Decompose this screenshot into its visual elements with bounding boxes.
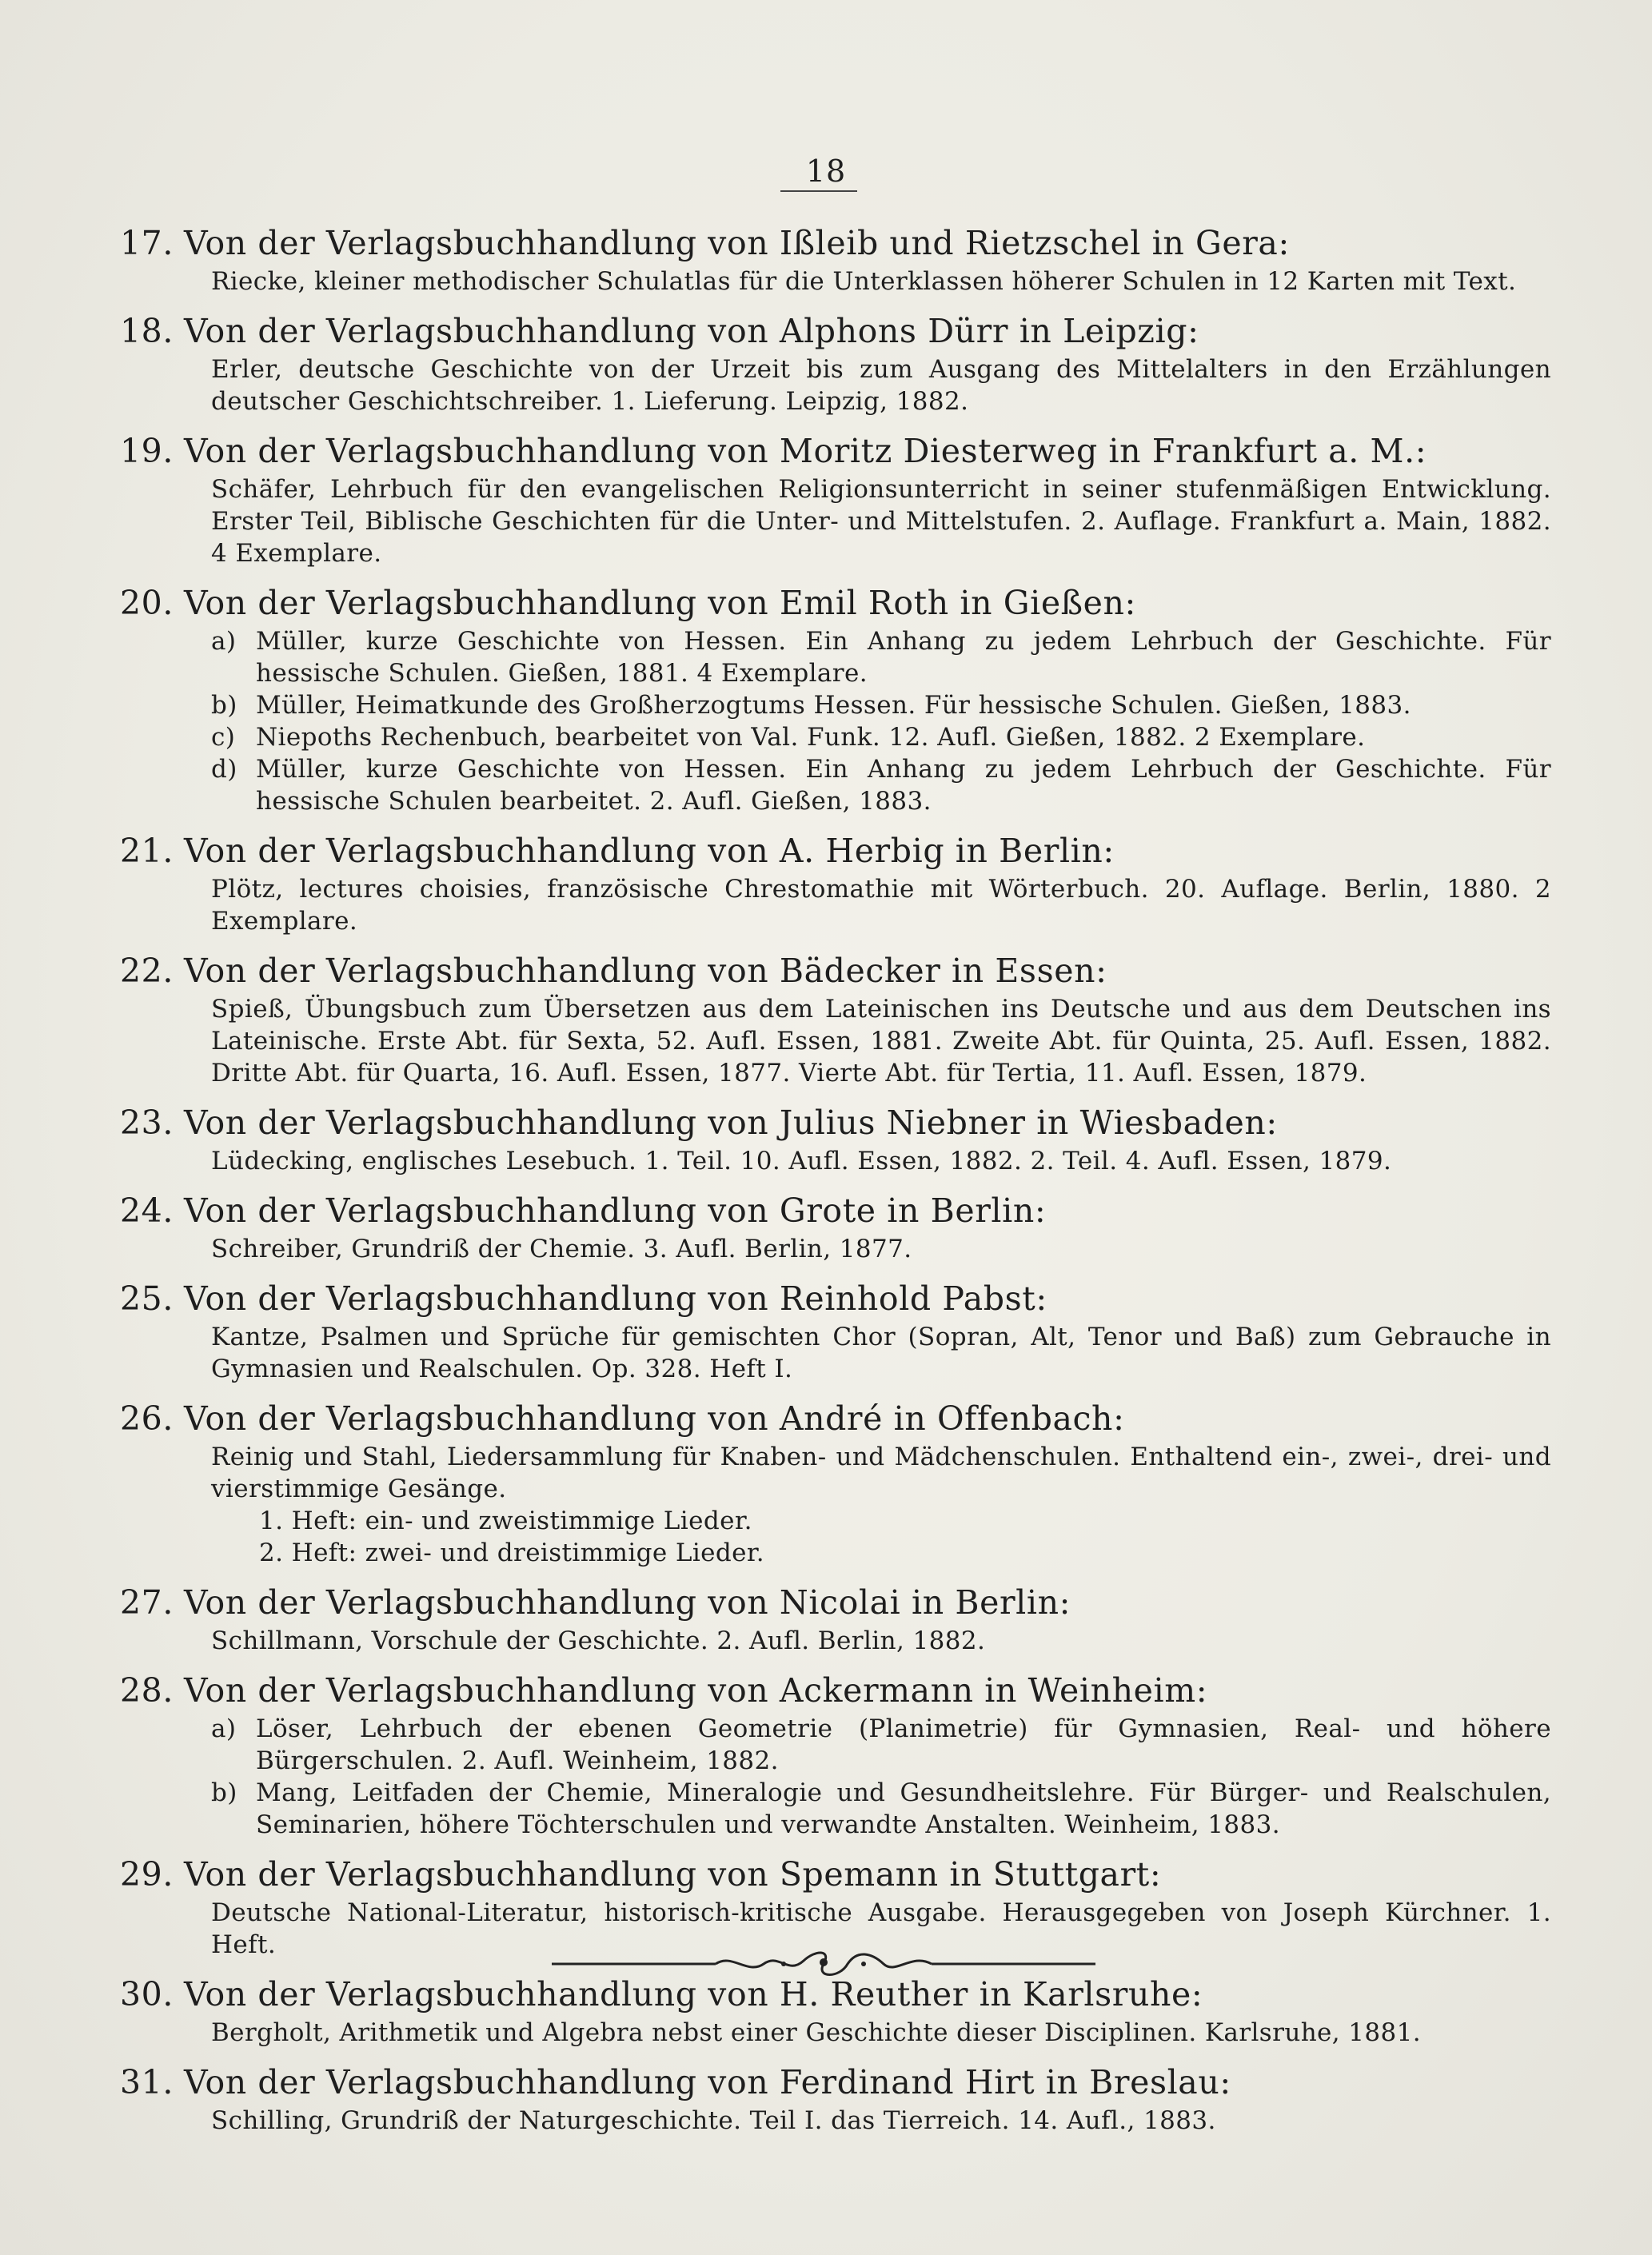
- entry-number: 23.: [120, 1104, 174, 1142]
- book-entry-text: Erler, deutsche Geschichte von der Urzeit bis zum Ausgang des Mittelalters in den Erzählungen deutscher Geschichtschreiber. 1. Lieferung. Leipzig, 1882.: [211, 355, 1551, 416]
- entry-heading: [120, 1188, 1551, 1233]
- page-number-rule: [780, 190, 857, 192]
- entry: [120, 1396, 1551, 1569]
- sub-entry: [211, 1713, 1551, 1777]
- entry-body: [120, 993, 1551, 1089]
- entry-heading: [120, 1580, 1551, 1625]
- entry-body: [120, 1233, 1551, 1265]
- book-entry-text: Kantze, Psalmen und Sprüche für gemischten Chor (Sopran, Alt, Tenor und Baß) zum Gebrauche in Gymnasien und Realschulen. Op. 328. Heft I.: [211, 1323, 1551, 1383]
- entry-body: [120, 1625, 1551, 1657]
- publisher-heading: Von der Verlagsbuchhandlung von Moritz Diesterweg in Frankfurt a. M.:: [184, 432, 1427, 470]
- entry-number: 20.: [120, 584, 174, 622]
- entry-number: 31.: [120, 2063, 174, 2101]
- sub-entry-label: a): [211, 627, 237, 656]
- entry-number: 18.: [120, 312, 174, 350]
- entry-number: 25.: [120, 1279, 174, 1318]
- entry-heading: [120, 2060, 1551, 2105]
- entry-number: 27.: [120, 1583, 174, 1622]
- entry-body: [120, 1441, 1551, 1569]
- sub-entry-label: b): [211, 1778, 237, 1807]
- entry: [120, 1276, 1551, 1385]
- publisher-heading: Von der Verlagsbuchhandlung von Nicolai in Berlin:: [184, 1583, 1071, 1622]
- entry-heading: [120, 221, 1551, 265]
- sub-entry: [211, 721, 1551, 753]
- end-ornament: [544, 1938, 1103, 1986]
- publisher-heading: Von der Verlagsbuchhandlung von Emil Roth in Gießen:: [184, 584, 1136, 622]
- entry-heading: [120, 309, 1551, 353]
- entry-number: 26.: [120, 1399, 174, 1438]
- entry-body: [120, 873, 1551, 937]
- entry-heading: [120, 948, 1551, 993]
- book-entry-text: Reinig und Stahl, Liedersammlung für Knaben- und Mädchenschulen. Enthaltend ein-, zwei-, drei- und vierstimmige Gesänge.: [211, 1443, 1551, 1503]
- entry-body: [120, 1145, 1551, 1177]
- sub-entry: [211, 689, 1551, 721]
- book-entry-text: Plötz, lectures choisies, französische Chrestomathie mit Wörterbuch. 20. Auflage. Berlin, 1880. 2 Exemplare.: [211, 875, 1551, 936]
- book-entry-text: Schreiber, Grundriß der Chemie. 3. Aufl. Berlin, 1877.: [211, 1235, 912, 1263]
- sub-entry-text: Niepoths Rechenbuch, bearbeitet von Val. Funk. 12. Aufl. Gießen, 1882. 2 Exemplare.: [256, 723, 1366, 752]
- entry-body: [120, 1321, 1551, 1385]
- entry-number: 22.: [120, 952, 174, 990]
- sub-entry: [211, 753, 1551, 817]
- entry: [120, 221, 1551, 297]
- sub-entry: [211, 1777, 1551, 1841]
- book-entry-text: Deutsche National-Literatur, historisch-kritische Ausgabe. Herausgegeben von Joseph Kürchner. 1. Heft.: [211, 1898, 1551, 1959]
- heft-line: 1. Heft: ein- und zweistimmige Lieder.: [259, 1507, 752, 1535]
- entry-heading: [120, 828, 1551, 873]
- entry-number: 21.: [120, 832, 174, 870]
- sub-entry-text: Müller, kurze Geschichte von Hessen. Ein Anhang zu jedem Lehrbuch der Geschichte. Für hessische Schulen bearbeitet. 2. Aufl. Gießen, 1883.: [256, 755, 1551, 816]
- publisher-heading: Von der Verlagsbuchhandlung von Spemann in Stuttgart:: [184, 1855, 1162, 1894]
- publisher-heading: Von der Verlagsbuchhandlung von A. Herbig in Berlin:: [184, 832, 1115, 870]
- entry-heading: [120, 581, 1551, 625]
- entry-body: [120, 265, 1551, 297]
- publisher-heading: Von der Verlagsbuchhandlung von Grote in Berlin:: [184, 1191, 1047, 1230]
- entry-heading: [120, 1396, 1551, 1441]
- book-entry-text: Schilling, Grundriß der Naturgeschichte. Teil I. das Tierreich. 14. Aufl., 1883.: [211, 2106, 1216, 2135]
- publisher-heading: Von der Verlagsbuchhandlung von Bädecker in Essen:: [184, 952, 1107, 990]
- sub-entry-label: d): [211, 755, 237, 784]
- entry: [120, 1580, 1551, 1657]
- entry-body: [120, 353, 1551, 417]
- sub-entry-text: Löser, Lehrbuch der ebenen Geometrie (Planimetrie) für Gymnasien, Real- und höhere Bürgerschulen. 2. Aufl. Weinheim, 1882.: [256, 1714, 1551, 1775]
- publisher-heading: Von der Verlagsbuchhandlung von Alphons Dürr in Leipzig:: [184, 312, 1199, 350]
- book-entry-text: Spieß, Übungsbuch zum Übersetzen aus dem Lateinischen ins Deutsche und aus dem Deutschen ins Lateinische. Erste Abt. für Sexta, 52. Aufl. Essen, 1881. Zweite Abt. für Quinta, 25. Aufl. Essen, 1882. Dritte Abt. für Quarta, 16. Aufl. Essen, 1877. Vierte Abt. für Tertia, 11. Aufl. Essen, 1879.: [211, 995, 1551, 1088]
- sub-entry: [211, 625, 1551, 689]
- entry: [120, 1668, 1551, 1841]
- entry-heading: [120, 1668, 1551, 1713]
- book-entry-text: Schillmann, Vorschule der Geschichte. 2. Aufl. Berlin, 1882.: [211, 1626, 986, 1655]
- book-entry-text: Lüdecking, englisches Lesebuch. 1. Teil. 10. Aufl. Essen, 1882. 2. Teil. 4. Aufl. Essen, 1879.: [211, 1147, 1392, 1175]
- entry: [120, 309, 1551, 417]
- sub-entry-text: Mang, Leitfaden der Chemie, Mineralogie und Gesundheitslehre. Für Bürger- und Realschulen, Seminarien, höhere Töchterschulen und verwandte Anstalten. Weinheim, 1883.: [256, 1778, 1551, 1839]
- publisher-heading: Von der Verlagsbuchhandlung von H. Reuther in Karlsruhe:: [184, 1975, 1203, 2014]
- publisher-heading: Von der Verlagsbuchhandlung von André in Offenbach:: [184, 1399, 1125, 1438]
- entry-number: 24.: [120, 1191, 174, 1230]
- entry-number: 17.: [120, 224, 174, 262]
- book-entry-text: Riecke, kleiner methodischer Schulatlas für die Unterklassen höherer Schulen in 12 Karten mit Text.: [211, 267, 1517, 296]
- sub-entry-label: c): [211, 723, 236, 752]
- publisher-heading: Von der Verlagsbuchhandlung von Julius Niebner in Wiesbaden:: [184, 1104, 1278, 1142]
- entry: [120, 948, 1551, 1089]
- book-entry-text: Bergholt, Arithmetik und Algebra nebst einer Geschichte dieser Disciplinen. Karlsruhe, 1881.: [211, 2018, 1422, 2047]
- entry-heading: [120, 429, 1551, 473]
- heft-line: 2. Heft: zwei- und dreistimmige Lieder.: [259, 1539, 764, 1567]
- sub-entry-label: b): [211, 691, 237, 720]
- entry: [120, 1100, 1551, 1177]
- entry-heading: [120, 1100, 1551, 1145]
- entry-body: [120, 2017, 1551, 2049]
- entry-body: [120, 2105, 1551, 2137]
- entry-body: [120, 625, 1551, 817]
- entry: [120, 429, 1551, 569]
- sub-entry-text: Müller, kurze Geschichte von Hessen. Ein Anhang zu jedem Lehrbuch der Geschichte. Für hessische Schulen. Gießen, 1881. 4 Exemplare.: [256, 627, 1551, 688]
- entry-list: [120, 221, 1551, 2148]
- entry-number: 30.: [120, 1975, 174, 2014]
- entry-heading: [120, 1852, 1551, 1897]
- entry-body: [120, 473, 1551, 569]
- entry: [120, 1188, 1551, 1265]
- entry: [120, 828, 1551, 937]
- page-number: 18: [805, 154, 847, 189]
- book-entry-text: Schäfer, Lehrbuch für den evangelischen Religionsunterricht in seiner stufenmäßigen Entwicklung. Erster Teil, Biblische Geschichten für die Unter- und Mittelstufen. 2. Auflage. Frankfurt a. Main, 1882. 4 Exemplare.: [211, 475, 1551, 568]
- publisher-heading: Von der Verlagsbuchhandlung von Ferdinand Hirt in Breslau:: [184, 2063, 1231, 2101]
- publisher-heading: Von der Verlagsbuchhandlung von Reinhold Pabst:: [184, 1279, 1047, 1318]
- entry-heading: [120, 1276, 1551, 1321]
- entry-number: 28.: [120, 1671, 174, 1710]
- entry-number: 29.: [120, 1855, 174, 1894]
- sub-entry-label: a): [211, 1714, 237, 1743]
- entry-number: 19.: [120, 432, 174, 470]
- publisher-heading: Von der Verlagsbuchhandlung von Ackermann in Weinheim:: [184, 1671, 1208, 1710]
- entry: [120, 581, 1551, 817]
- entry: [120, 2060, 1551, 2137]
- entry-body: [120, 1713, 1551, 1841]
- publisher-heading: Von der Verlagsbuchhandlung von Ißleib und Rietzschel in Gera:: [184, 224, 1290, 262]
- sub-entry-text: Müller, Heimatkunde des Großherzogtums Hessen. Für hessische Schulen. Gießen, 1883.: [256, 691, 1411, 720]
